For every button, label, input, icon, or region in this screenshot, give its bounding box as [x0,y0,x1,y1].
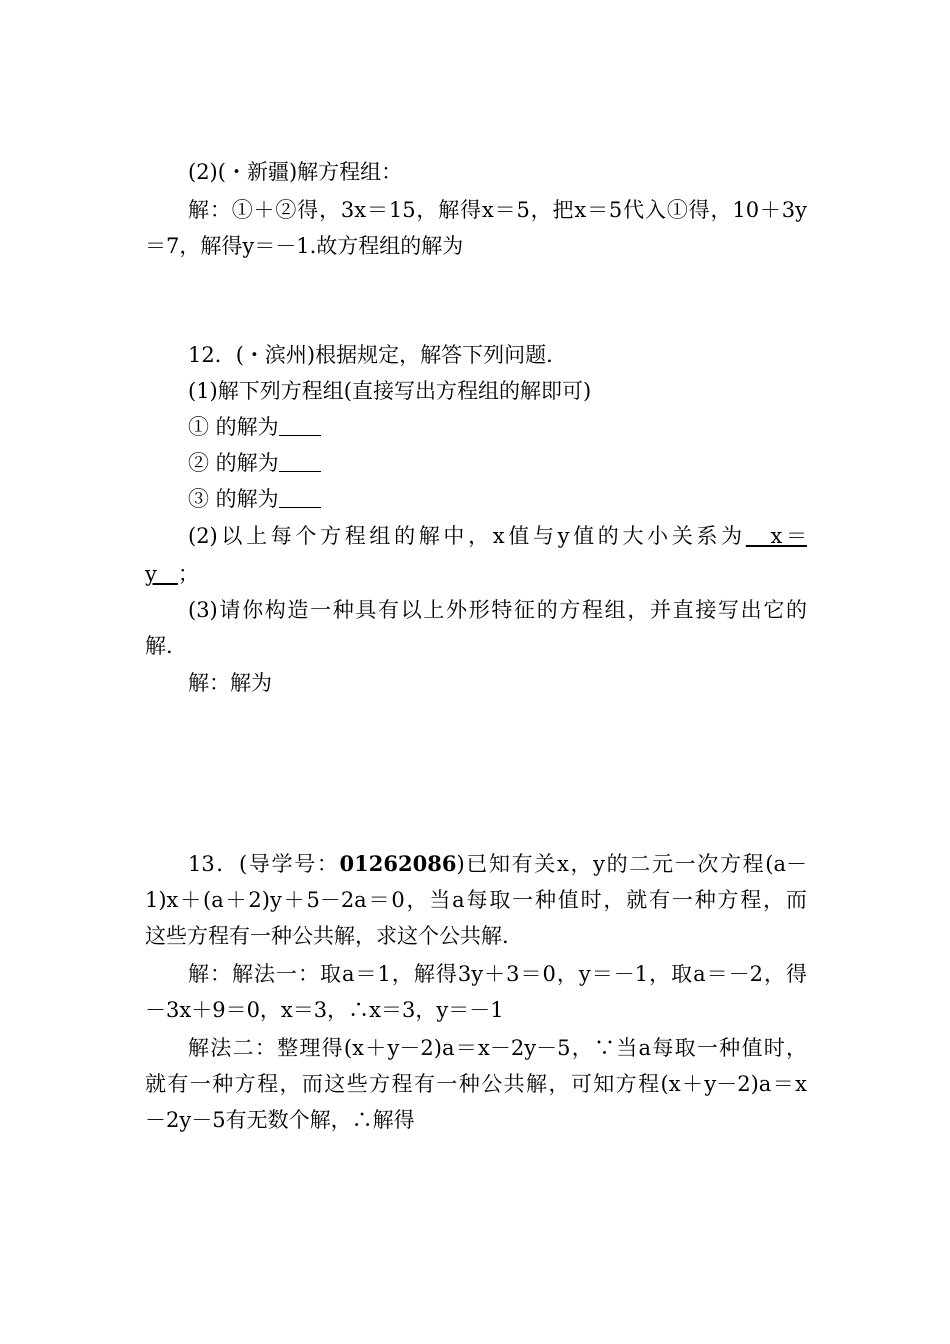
q12-item-3-label: ③ 的解为 [188,487,279,511]
q13-line1-rest: )已知有关x，y的二元一次方程(a－ [456,852,807,876]
q11-solution-line2: ＝7，解得y＝－1.故方程组的解为 [145,234,464,258]
q12-solution: 解：解为 [188,671,272,695]
q12-part1: (1)解下列方程组(直接写出方程组的解即可) [188,379,592,403]
q13-line2: 1)x＋(a＋2)y＋5－2a＝0，当a每取一种值时，就有一种方程，而 [145,888,807,912]
q13-method2-line1: 解法二：整理得(x＋y－2)a＝x－2y－5，∵当a每取一种值时， [188,1036,807,1060]
q13-method2-line3: －2y－5有无数个解，∴解得 [145,1108,415,1132]
q12-item-2-label: ② 的解为 [188,451,279,475]
q12-item-1-label: ① 的解为 [188,415,279,439]
q12-part2-prefix: (2)以上每个方程组的解中，x值与y值的大小关系为 [188,524,746,548]
q12-part2-line1 [188,522,807,550]
q12-part2-answer-a: x＝ [745,524,808,548]
q13-line3: 这些方程有一种公共解，求这个公共解. [145,924,509,948]
q12-part2-answer-b: y [145,562,178,586]
q12-title: 12．(・滨州)根据规定，解答下列问题. [188,343,553,367]
q12-part3-line2: 解. [145,634,173,658]
q13-method1-line1: 解：解法一：取a＝1，解得3y＋3＝0，y＝－1，取a＝－2，得 [188,962,807,986]
q12-part3-line1: (3)请你构造一种具有以上外形特征的方程组，并直接写出它的 [188,598,807,622]
q13-method1-line2: －3x＋9＝0，x＝3，∴x＝3，y＝－1 [145,998,504,1022]
answer-blank [279,451,321,472]
q12-part2-end: ； [177,562,199,586]
q12-item-2 [188,449,321,477]
q13-number: 13．(导学号： [188,852,340,876]
q13-code: 01262086 [339,851,457,876]
answer-blank [279,415,321,436]
q11-solution-line1: 解：①＋②得，3x＝15，解得x＝5，把x＝5代入①得，10＋3y [188,198,807,222]
q13-method2-line2: 就有一种方程，而这些方程有一种公共解，可知方程(x＋y－2)a＝x [145,1072,807,1096]
q11-part2-title: (2)(・新疆)解方程组： [188,160,403,184]
q12-item-1 [188,413,321,441]
q12-item-3 [188,485,321,513]
q12-part2-line2 [145,560,199,588]
answer-blank [279,487,321,508]
q13-line1 [188,850,807,878]
